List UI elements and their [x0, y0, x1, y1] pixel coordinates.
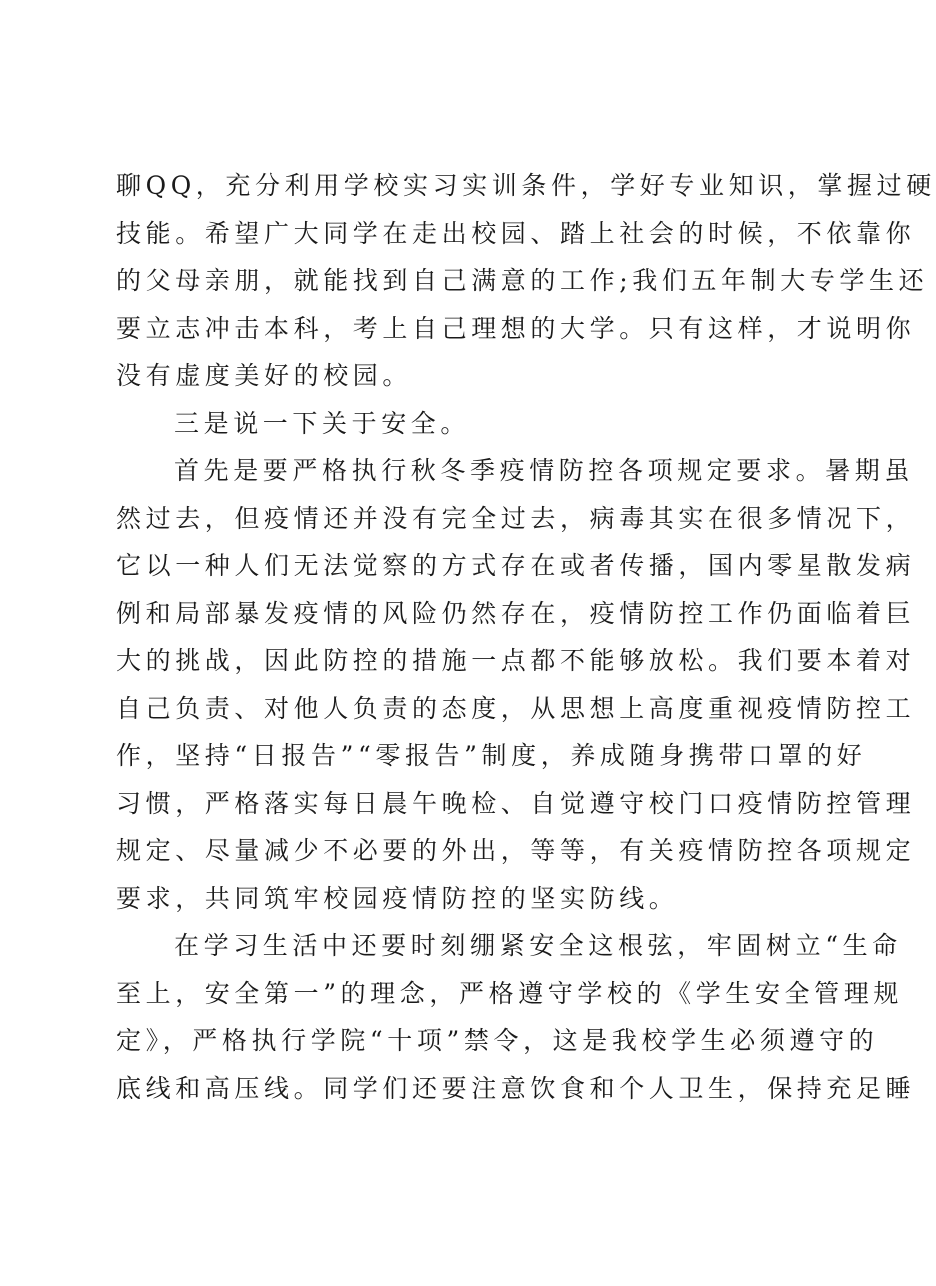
paragraph — [116, 447, 916, 922]
text-line: 习惯，严格落实每日晨午晚检、自觉遵守校门口疫情防控管理 — [116, 788, 916, 818]
text-line: 规定、尽量减少不必要的外出，等等，有关疫情防控各项规定 — [116, 836, 916, 865]
text-line: 三是说一下关于安全。 — [174, 408, 471, 438]
text-line: 至上，安全第一”的理念，严格遵守学校的《学生安全管理规 — [116, 978, 903, 1008]
text-line: 首先是要严格执行秋冬季疫情防控各项规定要求。暑期虽 — [174, 456, 915, 485]
text-line: 定》，严格执行学院“十项”禁令，这是我校学生必须遵守的 — [116, 1026, 879, 1055]
paragraph — [116, 922, 916, 1112]
text-line: 要求，共同筑牢校园疫情防控的坚实防线。 — [116, 883, 679, 913]
text-line: 它以一种人们无法觉察的方式存在或者传播，国内零星散发病 — [116, 551, 916, 580]
text-line: 然过去，但疫情还并没有完全过去，病毒其实在很多情况下， — [116, 503, 916, 533]
text-line: 自己负责、对他人负责的态度，从思想上高度重视疫情防控工 — [116, 693, 916, 723]
text-line: 在学习生活中还要时刻绷紧安全这根弦，牢固树立“生命 — [174, 931, 902, 960]
text-line: 技能。希望广大同学在走出校园、踏上社会的时候，不依靠你 — [116, 218, 916, 248]
text-line: 底线和高压线。同学们还要注意饮食和个人卫生，保持充足睡 — [116, 1073, 916, 1103]
text-line: 大的挑战，因此防控的措施一点都不能够放松。我们要本着对 — [116, 646, 916, 675]
text-line: 例和局部暴发疫情的风险仍然存在，疫情防控工作仍面临着巨 — [116, 598, 916, 628]
text-line: 作，坚持“日报告”“零报告”制度，养成随身携带口罩的好 — [116, 741, 867, 770]
text-line: 没有虚度美好的校园。 — [116, 361, 413, 390]
text-line: 的父母亲朋，就能找到自己满意的工作;我们五年制大专学生还 — [116, 266, 929, 295]
text-line: 聊QQ，充分利用学校实习实训条件，学好专业知识，掌握过硬 — [116, 171, 936, 200]
body-text — [116, 162, 936, 1112]
paragraph — [116, 162, 936, 400]
text-line: 要立志冲击本科，考上自己理想的大学。只有这样，才说明你 — [116, 313, 916, 343]
paragraph — [116, 400, 800, 448]
